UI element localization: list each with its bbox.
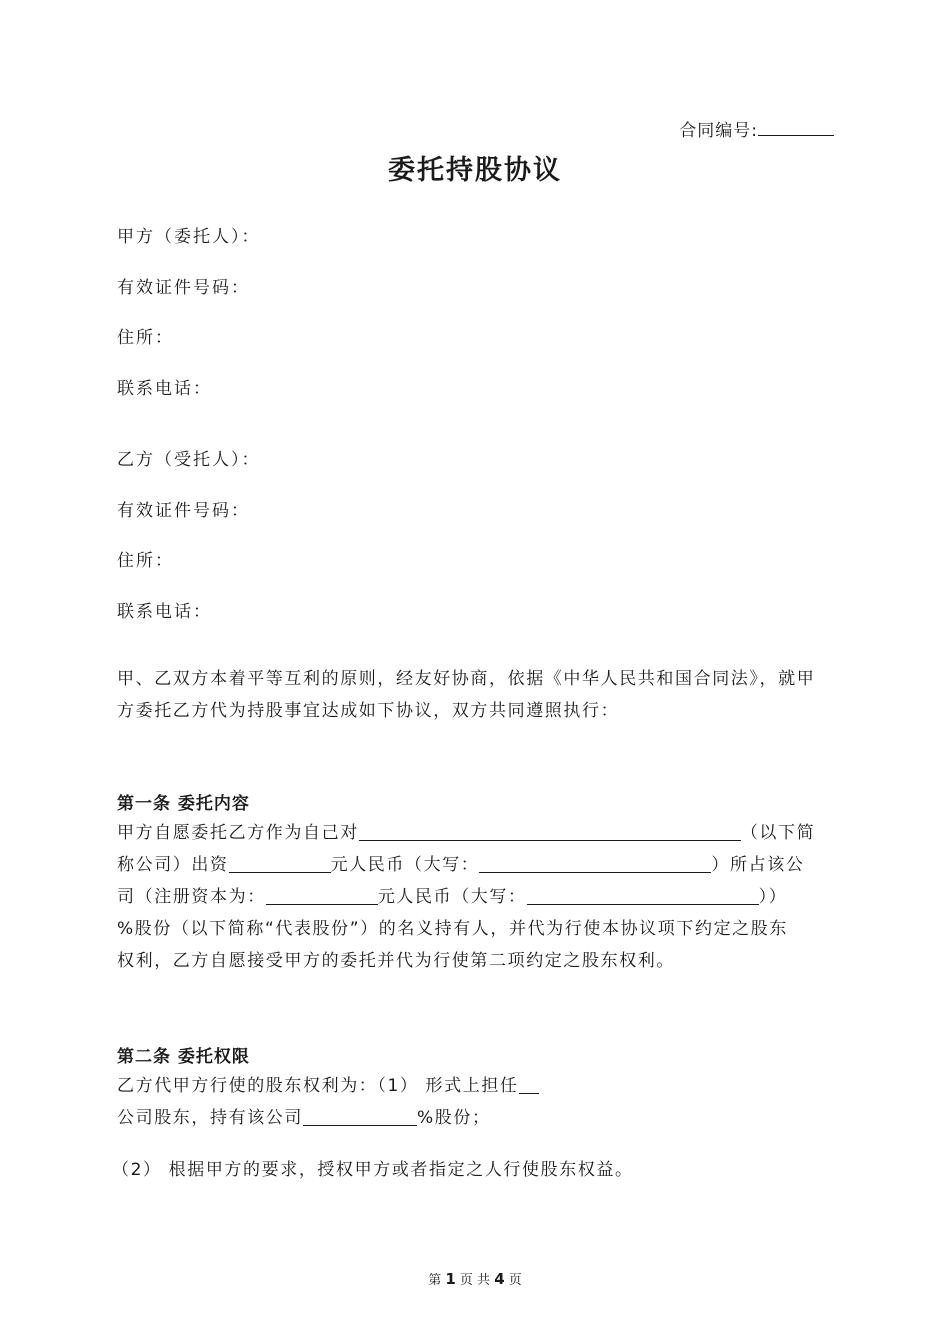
article-2-heading: 第二条 委托权限 xyxy=(117,1047,250,1067)
article-1-text: ）所占该公 xyxy=(711,855,805,875)
page-footer xyxy=(0,1269,950,1288)
footer-text: 第 xyxy=(428,1273,442,1288)
article-1-text: ）） xyxy=(758,887,788,907)
article-1-line-4: %股份（以下简称“代表股份”）的名义持有人，并代为行使本协议项下约定之股东 xyxy=(117,919,788,939)
document-title: 委托持股协议 xyxy=(388,155,562,186)
article-1-text: 甲方自愿委托乙方作为自己对 xyxy=(117,823,359,843)
footer-text: 页 共 xyxy=(459,1273,491,1288)
registered-capital-blank[interactable] xyxy=(266,884,378,905)
article-1-text: （以下简 xyxy=(740,823,816,843)
contract-number xyxy=(679,116,834,141)
article-1-line-1 xyxy=(117,817,815,849)
footer-text: 页 xyxy=(508,1273,522,1288)
party-a-phone-label: 联系电话： xyxy=(117,379,212,399)
party-b-address-label: 住所： xyxy=(117,551,174,571)
article-2-text: 公司股东，持有该公司 xyxy=(117,1108,303,1128)
party-a-label: 甲方（委托人）： xyxy=(117,227,261,247)
article-1-line-2 xyxy=(117,849,804,881)
article-1-text: 司（注册资本为： xyxy=(117,887,266,907)
party-b-phone-label: 联系电话： xyxy=(117,602,212,622)
company-blank[interactable] xyxy=(519,1073,539,1094)
party-b-id-label: 有效证件号码： xyxy=(117,501,250,521)
article-1-line-5: 权利，乙方自愿接受甲方的委托并代为行使第二项约定之股东权利。 xyxy=(117,951,675,971)
article-2-line-1 xyxy=(117,1070,539,1102)
article-1-text: 称公司）出资 xyxy=(117,855,229,875)
article-2-text: %股份； xyxy=(417,1108,491,1128)
article-2-line-2 xyxy=(117,1102,491,1134)
article-2-line-3: （2） 根据甲方的要求，授权甲方或者指定之人行使股东权益。 xyxy=(112,1160,634,1180)
investment-amount-blank[interactable] xyxy=(229,852,331,873)
article-1-heading: 第一条 委托内容 xyxy=(117,794,250,814)
company-name-blank[interactable] xyxy=(359,820,741,841)
article-1-text: 元人民币（大写： xyxy=(377,887,527,907)
contract-number-blank[interactable] xyxy=(758,119,834,136)
contract-number-label: 合同编号: xyxy=(679,121,758,141)
total-pages: 4 xyxy=(494,1270,505,1288)
share-percent-blank[interactable] xyxy=(303,1105,417,1126)
party-a-id-label: 有效证件号码： xyxy=(117,278,250,298)
article-1-line-3 xyxy=(117,881,787,913)
party-a-address-label: 住所： xyxy=(117,328,174,348)
article-2-text: 乙方代甲方行使的股东权利为：（1） 形式上担任 xyxy=(117,1076,519,1096)
article-1-text: 元人民币（大写： xyxy=(330,855,480,875)
registered-capital-uppercase-blank[interactable] xyxy=(527,884,759,905)
party-b-label: 乙方（受托人）： xyxy=(117,450,261,470)
preamble-paragraph: 甲、乙双方本着平等互利的原则，经友好协商，依据《中华人民共和国合同法》，就甲方委托乙方代为持股事宜达成如下协议，双方共同遵照执行： xyxy=(117,669,816,721)
page-number: 1 xyxy=(445,1270,456,1288)
investment-amount-uppercase-blank[interactable] xyxy=(479,852,711,873)
